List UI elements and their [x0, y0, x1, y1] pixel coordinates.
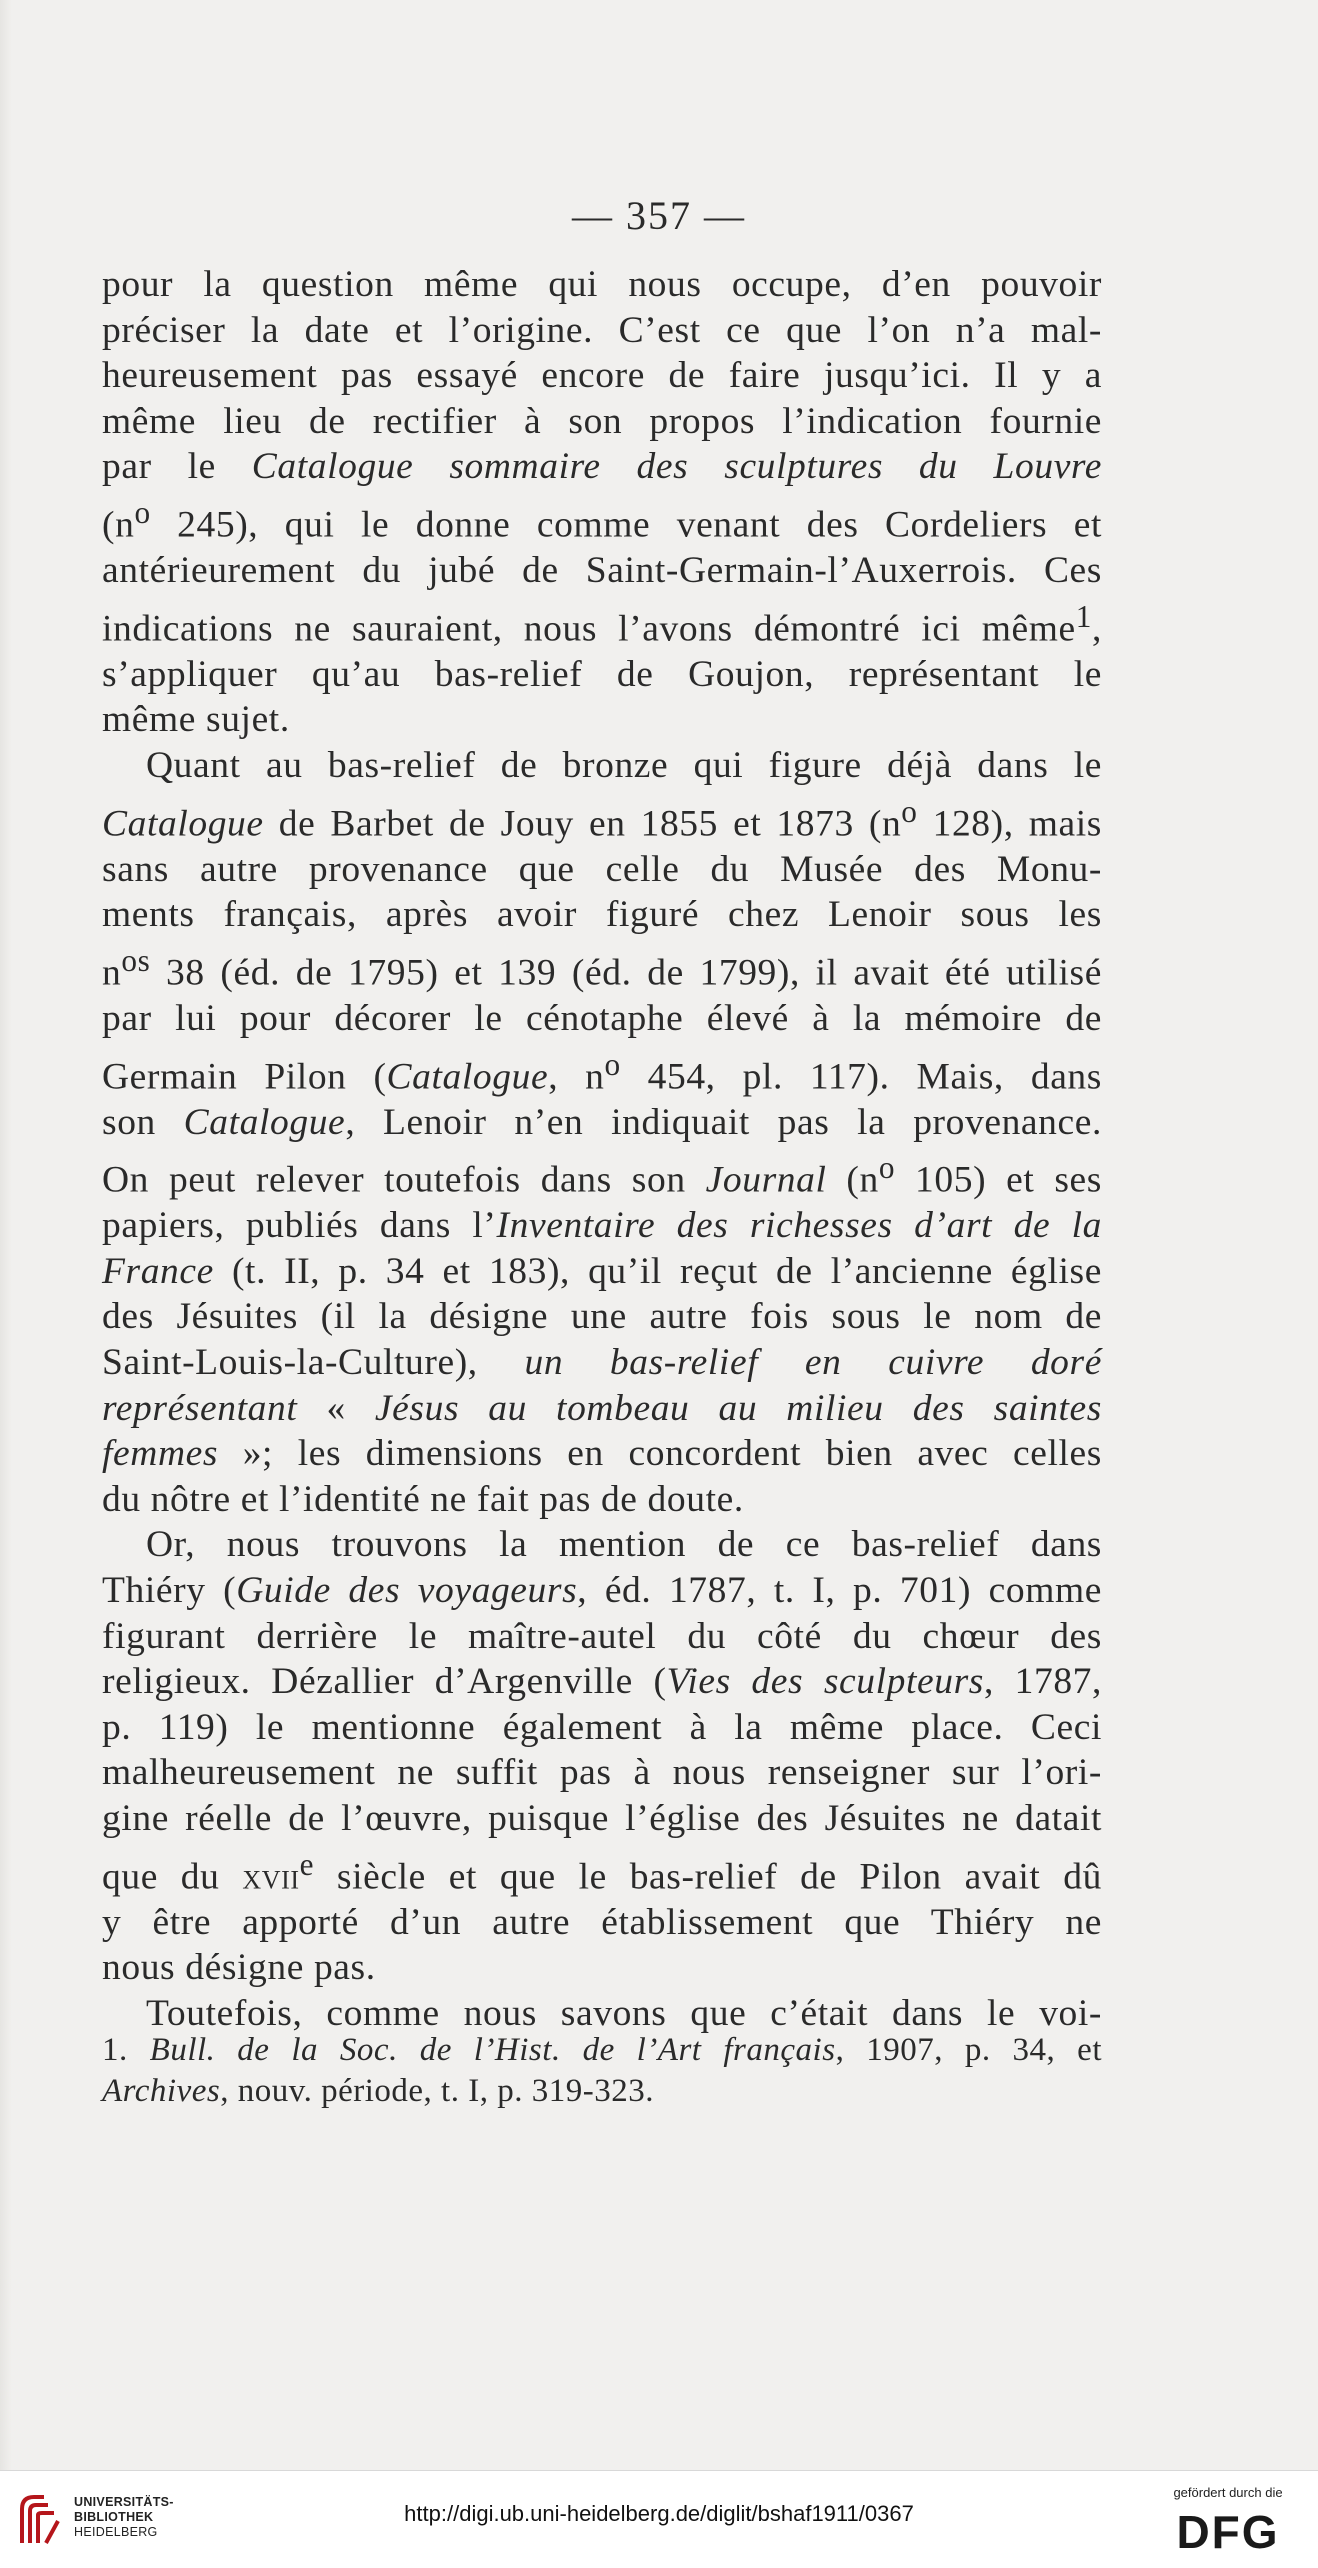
body-line: du nôtre et l’identité ne fait pas de doute.: [102, 1478, 744, 1520]
dfg-logo-text: DFG: [1176, 2506, 1280, 2556]
body-line: Or, nous trouvons la mention de ce bas-relief dans: [146, 1524, 1102, 1566]
body-line: ments français, après avoir figuré chez Lenoir sous les: [102, 894, 1102, 936]
body-line: Catalogue de Barbet de Jouy en 1855 et 1873 ($n^o$ 128), mais: [102, 793, 1102, 845]
body-line: Quant au bas-relief de bronze qui figure déjà dans le: [146, 744, 1102, 786]
dfg-logo-icon: [1158, 2506, 1298, 2556]
footnote-line: Archives, nouv. période, t. I, p. 319-323.: [102, 2073, 654, 2109]
body-line: heureusement pas essayé encore de faire jusqu’ici. Il y a: [102, 355, 1102, 397]
body-line: que du xvii$^e$ siècle et que le bas-relief de Pilon avait dû: [102, 1846, 1102, 1898]
viewer-footer: [0, 2470, 1318, 2568]
page-number: — 357 —: [572, 193, 746, 238]
body-line: préciser la date et l’origine. C’est ce que l’on n’a mal-: [102, 309, 1102, 351]
body-line: Toutefois, comme nous savons que c’était dans le voi-: [146, 1992, 1102, 2034]
footnote: [102, 2030, 1102, 2112]
body-line: son Catalogue, Lenoir n’en indiquait pas la provenance.: [102, 1101, 1102, 1143]
funding-caption: gefördert durch die: [1173, 2485, 1283, 2500]
main-text: [102, 262, 1102, 2036]
body-line: femmes »; les dimensions en concordent bien avec celles: [102, 1433, 1102, 1475]
library-name-line: HEIDELBERG: [74, 2525, 158, 2539]
body-line: p. 119) le mentionne également à la même place. Ceci: [102, 1706, 1102, 1748]
body-line: antérieurement du jubé de Saint-Germain-l’Auxerrois. Ces: [102, 550, 1102, 592]
body-line: indications ne sauraient, nous l’avons démontré ici même$^1$,: [102, 598, 1102, 650]
funding-notice: [1158, 2485, 1298, 2556]
body-line: religieux. Dézallier d’Argenville (Vies des sculpteurs, 1787,: [102, 1661, 1102, 1703]
body-line: On peut relever toutefois dans son Journal ($n^o$ 105) et ses: [102, 1150, 1102, 1201]
library-name-line: BIBLIOTHEK: [74, 2510, 154, 2524]
body-line: France (t. II, p. 34 et 183), qu’il reçut de l’ancienne église: [102, 1250, 1102, 1292]
footnote-line: 1. Bull. de la Soc. de l’Hist. de l’Art français, 1907, p. 34, et: [102, 2032, 1102, 2068]
library-name-line: UNIVERSITÄTS-: [74, 2495, 174, 2509]
body-line: y être apporté d’un autre établissement que Thiéry ne: [102, 1901, 1102, 1943]
body-line: $n^{os}$ 38 (éd. de 1795) et 139 (éd. de 1799), il avait été utilisé: [102, 942, 1102, 994]
body-line: Saint-Louis-la-Culture), un bas-relief en cuivre doré: [102, 1342, 1102, 1384]
body-line: papiers, publiés dans l’Inventaire des richesses d’art de la: [102, 1205, 1102, 1247]
body-line: s’appliquer qu’au bas-relief de Goujon, représentant le: [102, 653, 1102, 695]
body-line: des Jésuites (il la désigne une autre fois sous le nom de: [102, 1296, 1102, 1338]
body-line: même lieu de rectifier à son propos l’indication fournie: [102, 400, 1102, 442]
body-line: par lui pour décorer le cénotaphe élevé à la mémoire de: [102, 997, 1102, 1039]
body-line: figurant derrière le maître-autel du côté du chœur des: [102, 1615, 1102, 1657]
body-line: représentant « Jésus au tombeau au milieu des saintes: [102, 1387, 1102, 1429]
body-line: malheureusement ne suffit pas à nous renseigner sur l’ori-: [102, 1752, 1102, 1794]
body-line: pour la question même qui nous occupe, d’en pouvoir: [102, 264, 1102, 305]
body-line: sans autre provenance que celle du Musée des Monu-: [102, 848, 1102, 890]
body-line: nous désigne pas.: [102, 1947, 376, 1989]
body-line: gine réelle de l’œuvre, puisque l’église des Jésuites ne datait: [102, 1798, 1102, 1839]
body-line: par le Catalogue sommaire des sculptures du Louvre: [102, 446, 1102, 488]
body-line: Thiéry (Guide des voyageurs, éd. 1787, t. I, p. 701) comme: [102, 1570, 1103, 1612]
body-line: ($n^o$ 245), qui le donne comme venant des Cordeliers et: [102, 494, 1102, 546]
body-line: même sujet.: [102, 699, 290, 741]
body-line: Germain Pilon (Catalogue, $n^o$ 454, pl. 117). Mais, dans: [102, 1046, 1102, 1097]
permalink-url[interactable]: http://digi.ub.uni-heidelberg.de/diglit/bshaf1911/0367: [404, 2501, 914, 2526]
